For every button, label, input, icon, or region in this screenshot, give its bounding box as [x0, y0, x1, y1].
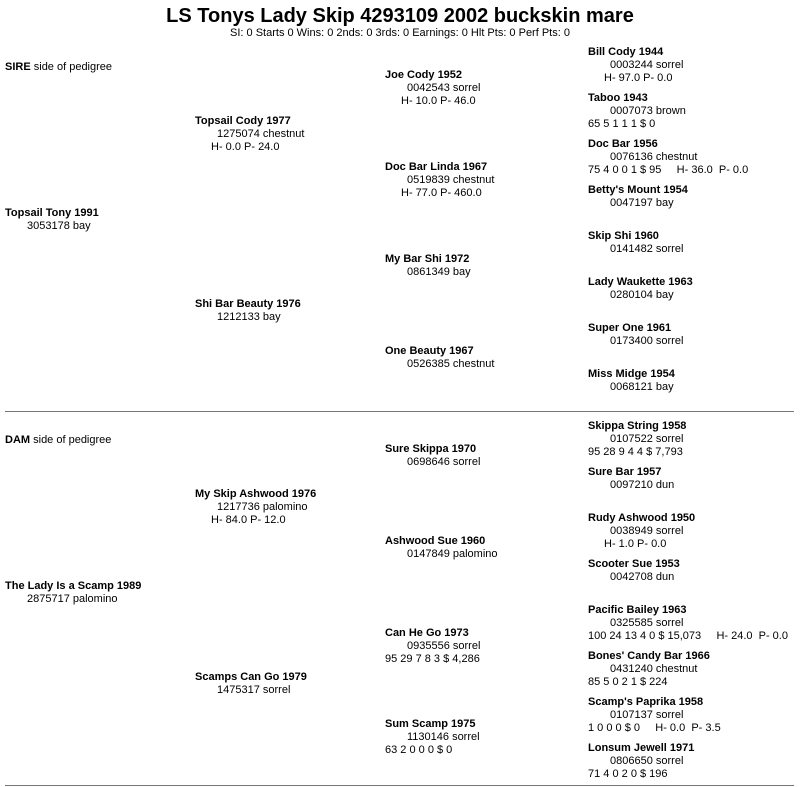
- horse-registration: 0431240 chestnut: [610, 663, 698, 675]
- horse-registration: 0698646 sorrel: [407, 456, 481, 468]
- dam-entry: [5, 580, 141, 606]
- horse-registration: 0173400 sorrel: [610, 335, 684, 347]
- ss-sire-entry: [385, 69, 480, 108]
- horse-registration: 0325585 sorrel: [610, 617, 684, 629]
- horse-name: Can He Go 1973: [385, 627, 469, 639]
- sds-dam-entry: [588, 276, 693, 302]
- horse-registration: 0526385 chestnut: [407, 358, 495, 370]
- horse-name: Skip Shi 1960: [588, 230, 659, 242]
- dsd-sire-entry: [588, 512, 695, 551]
- dss-sire-entry: [588, 420, 686, 459]
- dss-dam-entry: [588, 466, 674, 492]
- bottom-divider: [5, 785, 794, 786]
- horse-name: Taboo 1943: [588, 92, 648, 104]
- horse-race-record: 63 2 0 0 0 $ 0: [385, 744, 453, 756]
- horse-registration: 0935556 sorrel: [407, 640, 481, 652]
- sss-dam-entry: [588, 92, 686, 131]
- ss-dam-entry: [385, 161, 494, 200]
- horse-race-record: 95 29 7 8 3 $ 4,286: [385, 653, 480, 665]
- sire-sire-entry: [195, 115, 304, 154]
- horse-registration: 0861349 bay: [407, 266, 471, 278]
- horse-name: Scamps Can Go 1979: [195, 671, 307, 683]
- horse-registration: 0038949 sorrel: [610, 525, 684, 537]
- horse-race-record: 65 5 1 1 1 $ 0: [588, 118, 656, 130]
- horse-name: Ashwood Sue 1960: [385, 535, 486, 547]
- horse-registration: 1475317 sorrel: [217, 684, 291, 696]
- horse-registration: 1130146 sorrel: [407, 731, 480, 743]
- sdd-sire-entry: [588, 322, 683, 348]
- dam-sire-entry: [195, 488, 316, 527]
- horse-name: Doc Bar Linda 1967: [385, 161, 488, 173]
- horse-points: H- 10.0 P- 46.0: [401, 95, 476, 107]
- dds-dam-entry: [588, 650, 710, 689]
- horse-points: H- 84.0 P- 12.0: [211, 514, 286, 526]
- horse-registration: 0806650 sorrel: [610, 755, 684, 767]
- horse-registration: 0147849 palomino: [407, 548, 498, 560]
- horse-name: Bones' Candy Bar 1966: [588, 650, 710, 662]
- performance-summary: SI: 0 Starts 0 Wins: 0 2nds: 0 3rds: 0 Earnings: 0 Hlt Pts: 0 Perf Pts: 0: [230, 27, 570, 39]
- sdd-dam-entry: [588, 368, 675, 394]
- horse-registration: 1212133 bay: [217, 311, 281, 323]
- horse-name: Joe Cody 1952: [385, 69, 463, 81]
- horse-race-record: 100 24 13 4 0 $ 15,073 H- 24.0 P- 0.0: [588, 630, 788, 642]
- horse-registration: 0107522 sorrel: [610, 433, 684, 445]
- dsd-dam-entry: [588, 558, 680, 584]
- section-divider: [5, 411, 794, 412]
- horse-name: Pacific Bailey 1963: [588, 604, 687, 616]
- horse-name: The Lady Is a Scamp 1989: [5, 580, 142, 592]
- horse-race-record: 75 4 0 0 1 $ 95 H- 36.0 P- 0.0: [588, 164, 749, 176]
- ddd-sire-entry: [588, 696, 721, 735]
- horse-name: Shi Bar Beauty 1976: [195, 298, 301, 310]
- dds-sire-entry: [588, 604, 788, 643]
- horse-points: H- 97.0 P- 0.0: [604, 72, 673, 84]
- horse-name: Doc Bar 1956: [588, 138, 658, 150]
- horse-name: Sure Bar 1957: [588, 466, 662, 478]
- horse-registration: 0141482 sorrel: [610, 243, 684, 255]
- horse-name: Sure Skippa 1970: [385, 443, 477, 455]
- horse-registration: 1275074 chestnut: [217, 128, 305, 140]
- sd-dam-entry: [385, 345, 494, 371]
- horse-points: H- 77.0 P- 460.0: [401, 187, 482, 199]
- horse-name: Topsail Cody 1977: [195, 115, 291, 127]
- horse-name: My Skip Ashwood 1976: [195, 488, 317, 500]
- horse-registration: 3053178 bay: [27, 220, 91, 232]
- dam-side-label: DAM side of pedigree: [5, 434, 112, 446]
- sire-side-label: SIRE side of pedigree: [5, 61, 113, 73]
- horse-registration: 0076136 chestnut: [610, 151, 698, 163]
- horse-name: Lady Waukette 1963: [588, 276, 693, 288]
- horse-name: Sum Scamp 1975: [385, 718, 476, 730]
- sire-entry: [5, 207, 99, 233]
- horse-name: Scamp's Paprika 1958: [588, 696, 704, 708]
- horse-race-record: 95 28 9 4 4 $ 7,793: [588, 446, 683, 458]
- horse-points: H- 1.0 P- 0.0: [604, 538, 667, 550]
- horse-name: Super One 1961: [588, 322, 672, 334]
- horse-registration: 0097210 dun: [610, 479, 675, 491]
- ssd-sire-entry: [588, 138, 748, 177]
- sd-sire-entry: [385, 253, 471, 279]
- horse-race-record: 1 0 0 0 $ 0 H- 0.0 P- 3.5: [588, 722, 721, 734]
- horse-name: Lonsum Jewell 1971: [588, 742, 695, 754]
- horse-registration: 0042708 dun: [610, 571, 675, 583]
- horse-registration: 0003244 sorrel: [610, 59, 684, 71]
- horse-name: Topsail Tony 1991: [5, 207, 99, 219]
- horse-name: Rudy Ashwood 1950: [588, 512, 696, 524]
- page-title: LS Tonys Lady Skip 4293109 2002 buckskin mare: [166, 5, 634, 27]
- horse-registration: 0047197 bay: [610, 197, 674, 209]
- horse-name: Skippa String 1958: [588, 420, 687, 432]
- horse-registration: 0280104 bay: [610, 289, 674, 301]
- ddd-dam-entry: [588, 742, 694, 781]
- sire-dam-entry: [195, 298, 301, 324]
- horse-name: Scooter Sue 1953: [588, 558, 680, 570]
- ds-dam-entry: [385, 535, 498, 561]
- sds-sire-entry: [588, 230, 683, 256]
- ds-sire-entry: [385, 443, 480, 469]
- dd-dam-entry: [385, 718, 480, 757]
- horse-registration: 0519839 chestnut: [407, 174, 495, 186]
- horse-points: H- 0.0 P- 24.0: [211, 141, 280, 153]
- horse-registration: 0068121 bay: [610, 381, 674, 393]
- dd-sire-entry: [385, 627, 480, 666]
- horse-race-record: 71 4 0 2 0 $ 196: [588, 768, 668, 780]
- sss-sire-entry: [588, 46, 683, 85]
- ssd-dam-entry: [588, 184, 688, 210]
- horse-name: Miss Midge 1954: [588, 368, 675, 380]
- horse-registration: 0007073 brown: [610, 105, 686, 117]
- horse-registration: 0042543 sorrel: [407, 82, 481, 94]
- horse-name: One Beauty 1967: [385, 345, 474, 357]
- horse-registration: 2875717 palomino: [27, 593, 118, 605]
- horse-name: My Bar Shi 1972: [385, 253, 470, 265]
- horse-registration: 0107137 sorrel: [610, 709, 684, 721]
- dam-dam-entry: [195, 671, 307, 697]
- horse-name: Bill Cody 1944: [588, 46, 664, 58]
- horse-name: Betty's Mount 1954: [588, 184, 688, 196]
- horse-race-record: 85 5 0 2 1 $ 224: [588, 676, 668, 688]
- horse-registration: 1217736 palomino: [217, 501, 308, 513]
